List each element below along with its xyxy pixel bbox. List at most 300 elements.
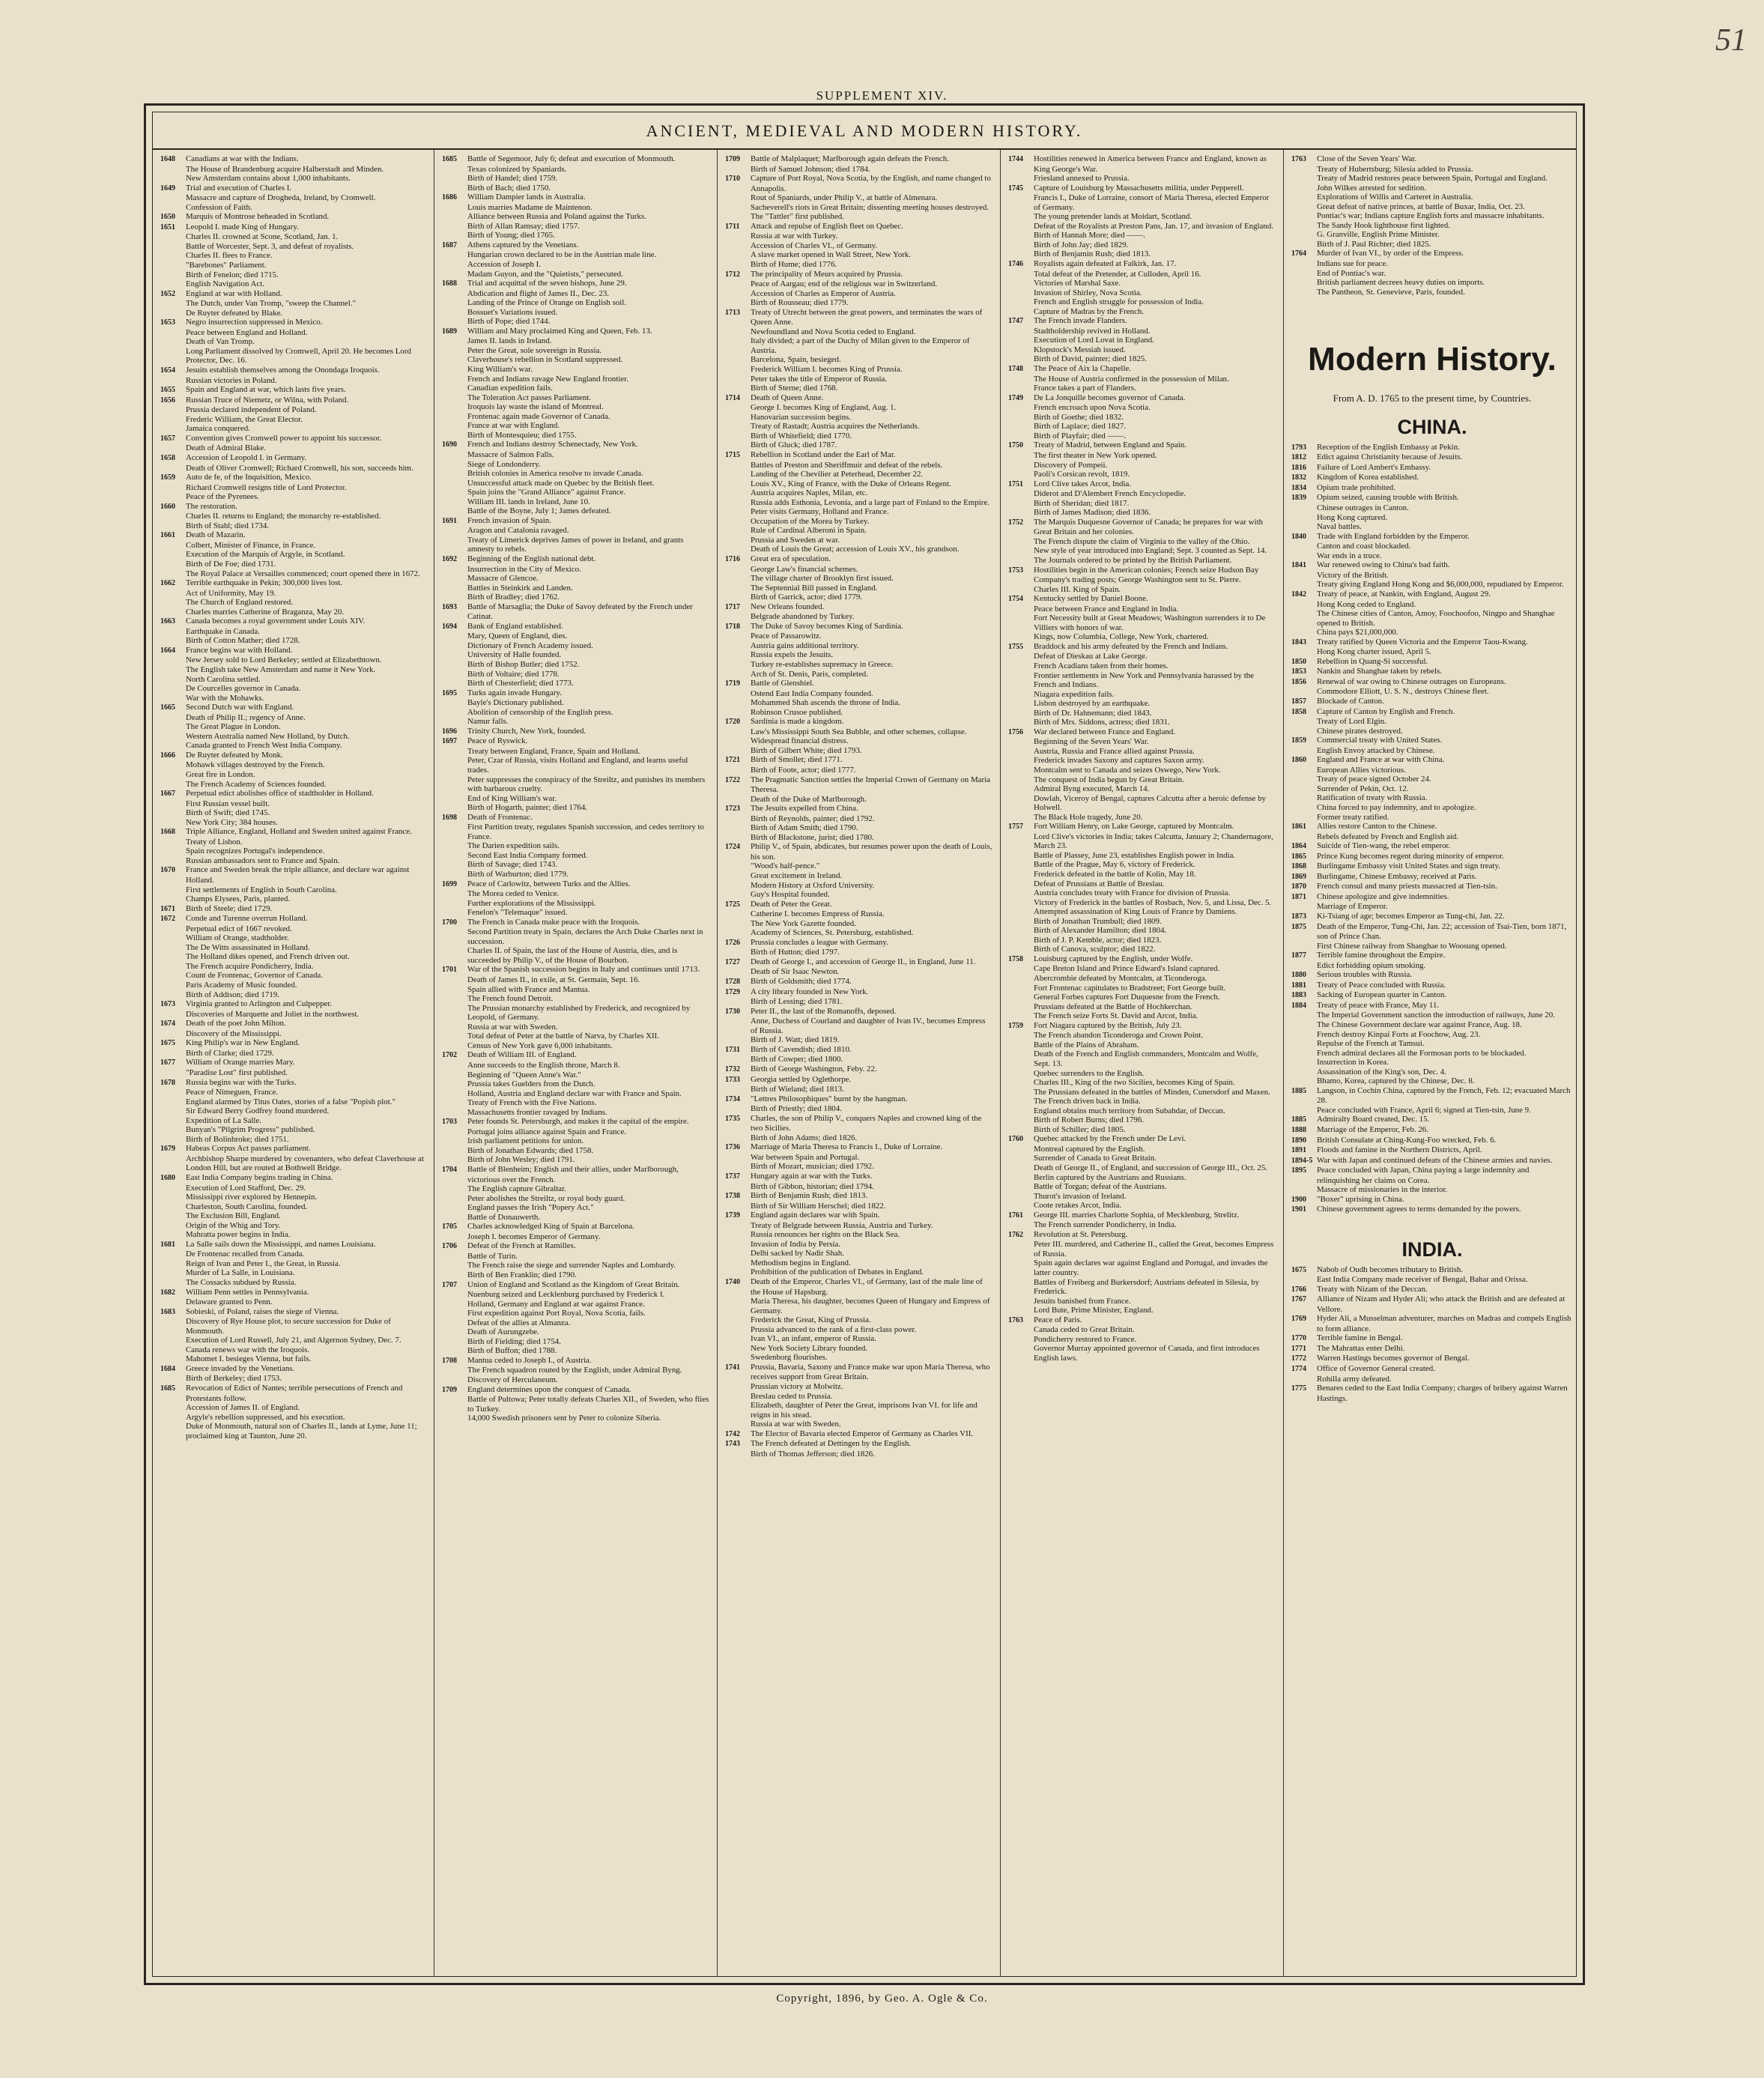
entry-text: New York Society Library founded.	[751, 1343, 868, 1353]
history-entry	[1317, 174, 1573, 184]
entry-text: Barcelona, Spain, besieged.	[751, 355, 841, 365]
entry-text: Birth of Hogarth, painter; died 1764.	[467, 803, 587, 813]
entry-text: Prussians defeated at the Battle of Hochkerchan.	[1034, 1002, 1192, 1011]
entry-text: The Duke of Savoy becomes King of Sardinia.	[751, 621, 903, 631]
entry-year: 1707	[442, 1280, 457, 1289]
entry-text: The French Academy of Sciences founded.	[186, 779, 327, 789]
entry-text: The restoration.	[186, 501, 237, 511]
entry-text: Birth of Berkeley; died 1753.	[186, 1374, 282, 1384]
entry-text: Death of Peter the Great.	[751, 899, 832, 909]
entry-text: King William's war.	[467, 365, 533, 375]
entry-text: Birth of Gluck; died 1787.	[751, 440, 837, 450]
history-entry	[751, 746, 992, 756]
entry-text: France at war with England.	[467, 421, 560, 431]
entry-text: War ends in a truce.	[1317, 551, 1382, 560]
entry-text: Modern History at Oxford University.	[751, 880, 875, 890]
entry-text: The Black Hole tragedy, June 20.	[1034, 812, 1143, 822]
entry-text: Charles III., King of the two Sicilies, becomes King of Spain.	[1034, 1078, 1235, 1088]
entry-year: 1839	[1291, 494, 1306, 503]
entry-text: Battle of Plassey, June 23, establishes English power in India.	[1034, 850, 1236, 860]
entry-text: War between Spain and Portugal.	[751, 1152, 860, 1162]
history-entry	[1317, 288, 1573, 297]
entry-year: 1665	[160, 703, 175, 712]
entry-year: 1723	[725, 805, 740, 814]
entry-text: Death of Queen Anne.	[751, 393, 824, 402]
entry-text: The village charter of Brooklyn first issued.	[751, 574, 894, 584]
entry-text: Birth of Lessing; died 1781.	[751, 997, 843, 1007]
entry-text: War with Japan and continued defeats of the Chinese armies and navies.	[1317, 1155, 1553, 1165]
history-entry	[160, 1306, 426, 1318]
history-entry	[186, 1413, 426, 1423]
history-entry	[467, 851, 709, 861]
history-entry	[1034, 605, 1276, 614]
history-entry	[1034, 508, 1276, 518]
entry-text: Bayle's Dictionary published.	[467, 698, 564, 708]
entry-text: Second Dutch war with England.	[186, 703, 294, 712]
entry-text: New Jersey sold to Lord Berkeley; settled at Elizabethtown.	[186, 655, 382, 665]
history-entry	[160, 645, 426, 656]
entry-text: Frederick William I. becomes King of Prussia.	[751, 365, 903, 375]
history-entry	[467, 393, 709, 403]
history-entry	[1034, 1192, 1276, 1202]
entry-text: The Church of England restored.	[186, 598, 294, 608]
history-entry	[751, 660, 992, 670]
entry-text: Treaty of peace signed October 24.	[1317, 775, 1431, 784]
entry-text: Death of George II., of England, and succession of George III., Oct. 25.	[1034, 1163, 1267, 1172]
entry-text: Insurrection in the City of Mexico.	[467, 564, 581, 574]
entry-text: "Wood's half-pence."	[751, 861, 820, 871]
history-entry	[1034, 1115, 1276, 1125]
history-entry	[751, 967, 992, 977]
history-entry	[725, 842, 992, 861]
entry-text: Accession of Charles VI., of Germany.	[751, 240, 878, 250]
entry-text: Defeat of the Royalists at Preston Pans, Jan. 17, and invasion of England.	[1034, 221, 1274, 231]
history-entry	[186, 1116, 426, 1126]
history-entry	[1034, 888, 1276, 898]
history-entry	[1291, 696, 1573, 707]
history-entry	[1034, 766, 1276, 775]
history-entry	[1034, 1031, 1276, 1040]
entry-text: Total defeat of the Pretender, at Culloden, April 16.	[1034, 269, 1201, 279]
entry-year: 1658	[160, 453, 175, 462]
history-entry	[1291, 1264, 1573, 1276]
entry-text: Peace between France and England in India.	[1034, 604, 1179, 614]
entry-text: British colonies in America resolve to invade Canada.	[467, 469, 643, 479]
history-entry	[1291, 667, 1573, 677]
history-entry	[186, 741, 426, 751]
entry-text: England obtains much territory from Subahdar, of Deccan.	[1034, 1106, 1225, 1115]
history-entry	[160, 999, 426, 1010]
entry-text: Peter, Czar of Russia, visits Holland and England, and learns useful trades.	[467, 756, 688, 775]
entry-text: Birth of George Washington, Feby. 22.	[751, 1064, 877, 1073]
history-entry	[1291, 891, 1573, 903]
history-entry	[160, 1058, 426, 1068]
history-entry	[1034, 279, 1276, 288]
entry-text: Accession of Charles as Emperor of Austria.	[751, 288, 896, 298]
history-entry	[1291, 921, 1573, 942]
entry-text: "Boxer" uprising in China.	[1317, 1194, 1404, 1204]
entry-text: France takes a part of Flanders.	[1034, 384, 1136, 393]
history-entry	[1034, 974, 1276, 984]
entry-text: Accession of Leopold I. in Germany.	[186, 452, 307, 462]
entry-year: 1650	[160, 213, 175, 222]
entry-year: 1675	[160, 1039, 175, 1048]
entry-text: Conde and Turenne overrun Holland.	[186, 914, 308, 924]
history-entry	[751, 536, 992, 545]
history-entry	[1034, 1220, 1276, 1230]
history-entry	[442, 554, 709, 565]
entry-text: The Journals ordered to be printed by the British Parliament.	[1034, 555, 1232, 565]
entry-text: Death of Philip II.; regency of Anne.	[186, 712, 306, 722]
entry-text: Montreal captured by the English.	[1034, 1144, 1145, 1154]
entry-text: Birth of Laplace; died 1827.	[1034, 422, 1127, 431]
entry-text: Sir Edward Berry Godfrey found murdered.	[186, 1106, 330, 1116]
history-entry	[1034, 690, 1276, 700]
entry-text: Hong Kong ceded to England.	[1317, 599, 1416, 609]
entry-text: New Orleans founded.	[751, 602, 825, 611]
history-entry	[751, 1353, 992, 1363]
entry-text: Newfoundland and Nova Scotia ceded to England.	[751, 327, 916, 336]
history-entry	[186, 694, 426, 703]
entry-text: Indians sue for peace.	[1317, 259, 1388, 269]
history-entry	[1317, 902, 1573, 912]
history-entry	[467, 479, 709, 488]
history-entry	[1034, 1173, 1276, 1183]
entry-text: English Navigation Act.	[186, 279, 264, 289]
entry-text: England passes the Irish "Popery Act."	[467, 1203, 594, 1213]
history-entry	[186, 569, 426, 579]
entry-text: Battles of Freiberg and Burkersdorf; Austrians defeated in Silesia, by Frederick.	[1034, 1277, 1260, 1297]
history-entry	[1034, 993, 1276, 1002]
entry-text: Prohibition of the publication of Debates in England.	[751, 1267, 924, 1277]
history-entry	[1034, 336, 1276, 345]
entry-text: Edict forbidding opium smoking.	[1317, 960, 1426, 970]
entry-text: Assassination of the King's son, Dec. 4.	[1317, 1067, 1446, 1076]
entry-text: Champs Elysees, Paris, planted.	[186, 894, 291, 904]
history-entry	[186, 589, 426, 599]
entry-text: Trinity Church, New York, founded.	[467, 726, 587, 736]
entry-text: Floods and famine in the Northern Districts, April.	[1317, 1145, 1482, 1155]
entry-year: 1697	[442, 737, 457, 746]
entry-text: The Sandy Hook lighthouse first lighted.	[1317, 220, 1450, 230]
history-entry	[467, 431, 709, 440]
history-entry	[1034, 813, 1276, 823]
history-entry	[751, 526, 992, 536]
entry-text: The "Tattler" first published.	[751, 212, 844, 222]
entry-text: Lisbon destroyed by an earthquake.	[1034, 699, 1151, 709]
history-entry	[442, 621, 709, 632]
history-entry	[1291, 990, 1573, 1001]
entry-text: Spain and England at war, which lasts five years.	[186, 385, 346, 395]
entry-text: Surrender of Canada to Great Britain.	[1034, 1154, 1157, 1163]
history-entry	[751, 1450, 992, 1459]
history-entry	[751, 1104, 992, 1114]
entry-text: The French dispute the claim of Virginia to the valley of the Ohio.	[1034, 536, 1250, 546]
entry-text: Charles, the son of Philip V., conquers Naples and crowned king of the two Sicilies.	[751, 1113, 982, 1133]
entry-text: Occupation of the Morea by Turkey.	[751, 516, 870, 526]
entry-text: Abercrombie defeated by Montcalm, at Ticonderoga.	[1034, 974, 1207, 984]
history-entry	[1034, 832, 1276, 851]
history-entry	[1034, 1011, 1276, 1021]
history-entry	[467, 574, 709, 584]
history-entry	[751, 650, 992, 660]
history-entry	[186, 1184, 426, 1193]
entry-text: Stadtholdership revived in Holland.	[1034, 326, 1151, 336]
history-entry	[467, 1203, 709, 1213]
entry-text: Terrible famine in Bengal.	[1317, 1333, 1403, 1343]
history-entry	[1008, 954, 1276, 965]
entry-text: Birth of Cavendish; died 1810.	[751, 1044, 852, 1054]
entry-text: Trial and execution of Charles I.	[186, 183, 292, 193]
entry-text: Massacre of missionaries in the interior.	[1317, 1185, 1448, 1195]
history-entry	[467, 460, 709, 470]
entry-text: Treaty between England, France, Spain and Holland.	[467, 746, 640, 756]
entry-text: Ostend East India Company founded.	[751, 688, 873, 698]
history-entry	[1291, 1194, 1573, 1205]
entry-text: Second East India Company formed.	[467, 850, 588, 860]
history-entry	[186, 1374, 426, 1384]
history-entry	[1034, 661, 1276, 671]
history-entry	[1291, 1115, 1573, 1125]
history-entry	[1317, 571, 1573, 581]
entry-text: Holland, Germany and England at war against France.	[467, 1299, 645, 1309]
history-entry	[725, 221, 992, 232]
history-entry	[1034, 794, 1276, 813]
entry-text: Death of the Duke of Marlborough.	[751, 794, 867, 804]
entry-text: Battle of Torgan; defeat of the Austrians.	[1034, 1182, 1167, 1192]
history-entry	[751, 298, 992, 308]
entry-text: Treaty of Limerick deprives James of power in Ireland, and grants amnesty to rebels.	[467, 535, 684, 554]
entry-text: Swedenborg flourishes.	[751, 1353, 828, 1363]
history-entry	[1008, 1134, 1276, 1145]
history-entry	[1291, 462, 1573, 473]
column-5	[1284, 150, 1580, 1976]
entry-year: 1775	[1291, 1384, 1306, 1393]
history-entry	[160, 222, 426, 233]
entry-text: Massacre and capture of Drogheda, Ireland, by Cromwell.	[186, 193, 376, 203]
history-entry	[467, 708, 709, 718]
history-entry	[1291, 1145, 1573, 1156]
history-entry	[751, 708, 992, 718]
history-entry	[1034, 1040, 1276, 1050]
history-entry	[186, 261, 426, 270]
entry-text: Nabob of Oudh becomes tributary to British.	[1317, 1264, 1464, 1274]
entry-year: 1869	[1291, 872, 1306, 881]
entry-text: Philip V., of Spain, abdicates, but resumes power upon the death of Louis, his son.	[751, 842, 992, 861]
entry-text: Birth of Addison; died 1719.	[186, 990, 279, 999]
history-entry	[467, 488, 709, 497]
entry-text: Birth of J. P. Kemble, actor; died 1823.	[1034, 935, 1162, 945]
entry-year: 1760	[1008, 1135, 1023, 1144]
entry-text: Canadian expedition fails.	[467, 384, 554, 393]
history-entry	[725, 1191, 992, 1202]
history-entry	[186, 242, 426, 252]
history-entry	[467, 212, 709, 222]
entry-text: Birth of Rousseau; died 1779.	[751, 298, 849, 308]
history-entry	[160, 1239, 426, 1250]
history-entry	[467, 698, 709, 708]
history-entry	[1034, 870, 1276, 879]
entry-text: Birth of Buffon; died 1788.	[467, 1346, 557, 1356]
entry-year: 1730	[725, 1007, 740, 1016]
history-entry	[186, 1403, 426, 1413]
entry-text: Abolition of censorship of the English press.	[467, 707, 613, 717]
history-entry	[1034, 249, 1276, 259]
history-entry	[186, 962, 426, 972]
history-entry	[467, 526, 709, 536]
history-entry	[442, 1279, 709, 1291]
history-entry	[751, 1267, 992, 1277]
entry-text: Birth of Gibbon, historian; died 1794.	[751, 1181, 874, 1191]
history-entry	[751, 422, 992, 431]
history-entry	[725, 1044, 992, 1055]
history-entry	[725, 307, 992, 327]
history-entry	[442, 879, 709, 890]
entry-text: Treaty of Belgrade between Russia, Austria and Turkey.	[751, 1220, 933, 1230]
history-entry	[467, 641, 709, 651]
history-entry	[186, 1278, 426, 1288]
entry-text: Frederick the Great, King of Prussia.	[751, 1315, 871, 1325]
entry-text: The principality of Meurs acquired by Prussia.	[751, 269, 903, 279]
history-entry	[725, 717, 992, 727]
entry-text: Mantua ceded to Joseph I., of Austria.	[467, 1355, 592, 1365]
entry-text: Peace of Aargau; end of the religious war in Switzerland.	[751, 279, 937, 289]
history-entry	[1034, 747, 1276, 757]
entry-text: General Forbes captures Fort Duquesne from the French.	[1034, 993, 1220, 1002]
entry-text: Peace concluded with Japan, China paying a large indemnity and relinquishing her claims on Corea.	[1317, 1166, 1530, 1185]
entry-text: Lord Clive takes Arcot, India.	[1034, 479, 1132, 488]
history-entry	[1034, 1145, 1276, 1154]
history-entry	[1291, 249, 1573, 259]
entry-text: Guy's Hospital founded.	[751, 890, 830, 900]
entry-year: 1685	[160, 1384, 175, 1393]
entry-text: French encroach upon Nova Scotia.	[1034, 403, 1151, 413]
entry-text: The Peace of Aix la Chapelle.	[1034, 364, 1132, 374]
entry-text: The Jesuits expelled from China.	[751, 804, 858, 814]
entry-text: The Chinese cities of Canton, Amoy, Foochoofoo, Ningpo and Shanghae opened to British.	[1317, 609, 1555, 628]
entry-text: Battle of the Prague, May 6, victory of Frederick.	[1034, 860, 1195, 870]
history-entry	[467, 1061, 709, 1070]
entry-text: Treaty of peace, at Nankin, with England, August 29.	[1317, 589, 1491, 599]
entry-text: England and France at war with China.	[1317, 755, 1445, 765]
entry-text: Execution of the Marquis of Argyle, in Scotland.	[186, 550, 345, 560]
entry-text: Defeat of Prussians at Battle of Breslau.	[1034, 879, 1165, 888]
entry-text: Russian victories in Poland.	[186, 375, 277, 385]
entry-year: 1663	[160, 617, 175, 626]
history-entry	[467, 1213, 709, 1223]
entry-year: 1685	[442, 155, 457, 163]
entry-text: Battle of Donauwerth.	[467, 1212, 541, 1222]
history-entry	[467, 375, 709, 384]
entry-text: Russia at war with Turkey.	[751, 231, 838, 241]
history-entry	[1291, 882, 1573, 892]
entry-text: Treaty of Peace concluded with Russia.	[1317, 980, 1446, 990]
history-entry	[186, 971, 426, 981]
entry-text: Thurot's invasion of Ireland.	[1034, 1191, 1127, 1201]
history-entry	[186, 512, 426, 521]
entry-text: Terrible earthquake in Pekin; 300,000 lives lost.	[186, 578, 343, 588]
history-entry	[1317, 717, 1573, 727]
entry-year: 1711	[725, 222, 740, 231]
entry-text: Perpetual edict abolishes office of stadtholder in Holland.	[186, 789, 374, 799]
history-entry	[751, 670, 992, 679]
entry-year: 1873	[1291, 912, 1306, 921]
entry-year: 1856	[1291, 677, 1306, 686]
entry-text: Breslau ceded to Prussia.	[751, 1391, 833, 1401]
history-entry	[751, 1133, 992, 1143]
entry-text: Austria concludes treaty with France for division of Prussia.	[1034, 888, 1231, 898]
entry-text: William of Orange marries Mary.	[186, 1058, 295, 1067]
entry-text: Rebellion in Scotland under the Earl of Mar.	[751, 449, 896, 459]
history-entry	[1008, 727, 1276, 738]
entry-year: 1884	[1291, 1001, 1306, 1010]
history-entry	[186, 1230, 426, 1240]
history-entry	[186, 1221, 426, 1231]
history-entry	[751, 727, 992, 737]
entry-year: 1881	[1291, 981, 1306, 990]
history-entry	[1291, 560, 1573, 571]
history-entry	[467, 450, 709, 460]
entry-text: Birth of Warburton; died 1779.	[467, 870, 569, 879]
entry-text: Prince Kung becomes regent during minority of emperor.	[1317, 851, 1504, 861]
entry-text: Fenelon's "Telemaque" issued.	[467, 908, 568, 918]
history-entry	[186, 1154, 426, 1173]
history-entry	[1008, 565, 1276, 585]
history-entry	[186, 608, 426, 617]
entry-text: Birth of Allan Ramsay; died 1757.	[467, 221, 581, 231]
entry-text: Rule of Cardinal Alberoni in Spain.	[751, 526, 867, 536]
entry-text: Execution of Lord Lovat in England.	[1034, 336, 1154, 345]
entry-text: Bhamo, Korea, captured by the Chinese, Dec. 8.	[1317, 1076, 1475, 1086]
entry-text: Naval battles.	[1317, 522, 1362, 532]
entry-text: East India Company made receiver of Bengal, Bahar and Orissa.	[1317, 1275, 1528, 1285]
history-entry	[751, 823, 992, 833]
history-entry	[751, 584, 992, 593]
entry-text: Birth of Hutton; died 1797.	[751, 948, 840, 957]
history-entry	[725, 1094, 992, 1105]
entry-text: Benares ceded to the East India Company; charges of bribery against Warren Hastings.	[1317, 1384, 1568, 1403]
entry-year: 1693	[442, 602, 457, 611]
entry-year: 1739	[725, 1211, 740, 1220]
entry-year: 1700	[442, 918, 457, 927]
history-entry	[186, 808, 426, 818]
entry-text: East India Company begins trading in China.	[186, 1172, 333, 1182]
entry-text: Peace of the Pyrenees.	[186, 492, 259, 502]
entry-text: Canada ceded to Great Britain.	[1034, 1325, 1135, 1335]
history-entry	[467, 908, 709, 918]
history-entry	[160, 914, 426, 924]
entry-text: Commercial treaty with United States.	[1317, 736, 1443, 745]
history-entry	[1034, 1325, 1276, 1335]
page-number: 51	[1715, 23, 1747, 58]
history-entry	[186, 818, 426, 828]
history-entry	[751, 327, 992, 337]
history-entry	[1034, 354, 1276, 364]
entry-text: Birth of Sterne; died 1768.	[751, 384, 838, 393]
entry-text: Charles II. returns to England; the monarchy re-established.	[186, 512, 381, 521]
history-entry	[467, 203, 709, 213]
entry-text: Rebels defeated by French and English aid.	[1317, 831, 1459, 841]
history-entry	[1317, 259, 1573, 269]
entry-text: Birth of De Foe; died 1731.	[186, 559, 276, 569]
entry-text: Irish parliament petitions for union.	[467, 1136, 584, 1146]
entry-text: Execution of Lord Russell, July 21, and Algernon Sydney, Dec. 7.	[186, 1336, 401, 1345]
entry-year: 1745	[1008, 184, 1023, 193]
history-entry	[751, 1182, 992, 1192]
history-entry	[1034, 1106, 1276, 1116]
history-entry	[751, 1085, 992, 1094]
history-entry	[751, 1401, 992, 1420]
